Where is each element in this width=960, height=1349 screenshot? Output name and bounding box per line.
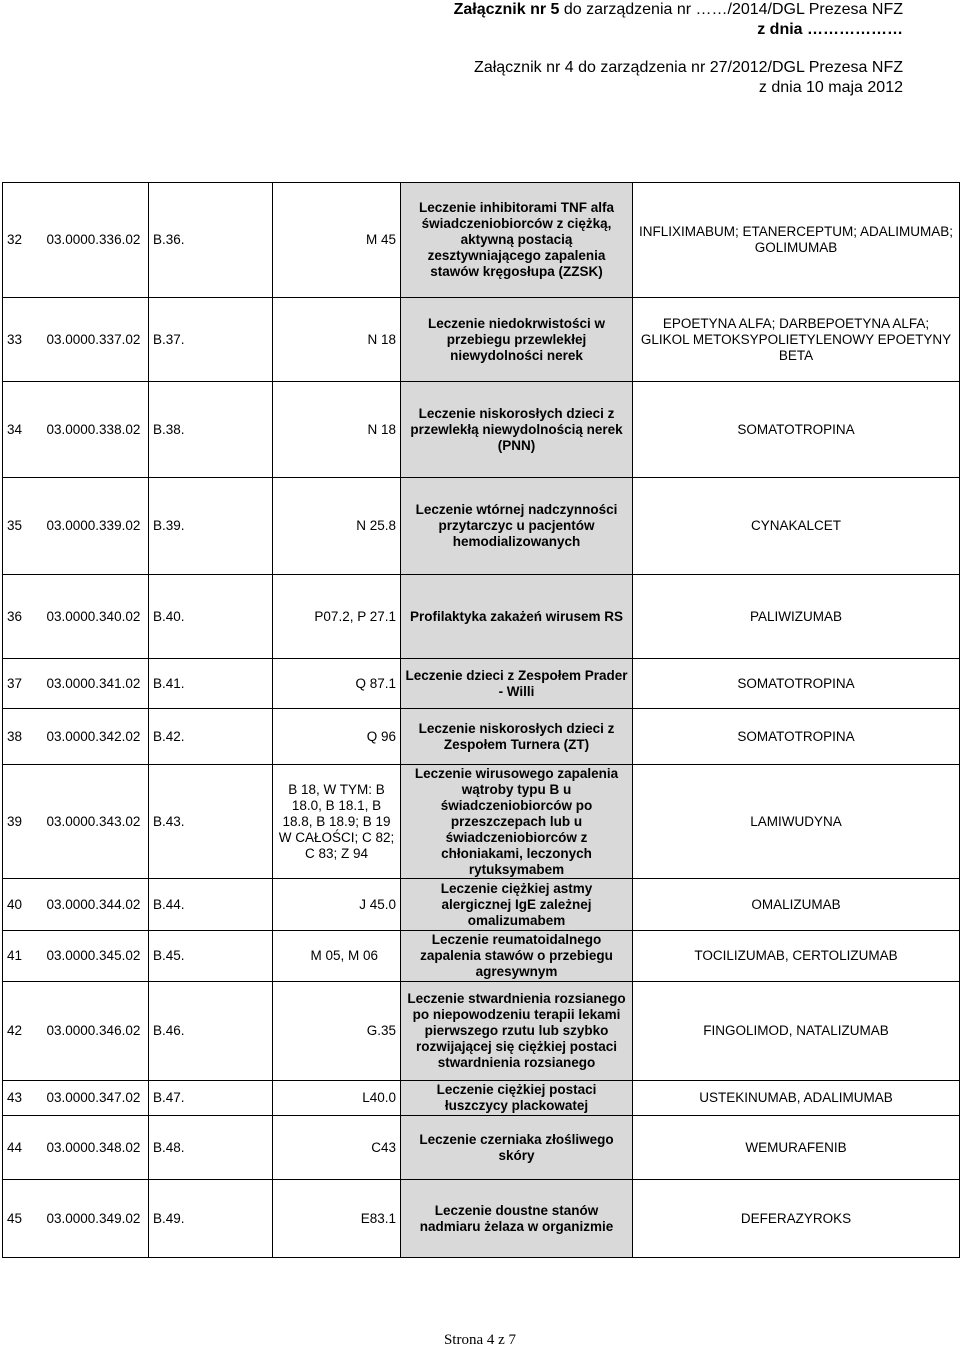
- table-row: [3, 879, 960, 931]
- program-name: Leczenie dzieci z Zespołem Prader - Willi: [401, 659, 633, 709]
- drug-names: SOMATOTROPINA: [633, 709, 960, 765]
- icd-code: L40.0: [273, 1081, 401, 1116]
- drug-names: SOMATOTROPINA: [633, 382, 960, 478]
- table-row: [3, 478, 960, 575]
- program-name: Leczenie stwardnienia rozsianego po niepowodzeniu terapii lekami pierwszego rzutu lub szybko rozwijającej się ciężkiej postaci stwardnienia rozsianego: [401, 982, 633, 1081]
- appendix-ref: B.44.: [149, 879, 273, 931]
- row-number: 35: [3, 478, 43, 575]
- icd-code: Q 96: [273, 709, 401, 765]
- table-row: [3, 298, 960, 382]
- drug-names: LAMIWUDYNA: [633, 765, 960, 879]
- icd-code: M 05, M 06: [273, 931, 401, 982]
- table-row: [3, 1116, 960, 1180]
- program-name: Leczenie czerniaka złośliwego skóry: [401, 1116, 633, 1180]
- table-row: [3, 183, 960, 298]
- procedure-code: 03.0000.346.02: [43, 982, 149, 1081]
- program-name: Leczenie niedokrwistości w przebiegu przewlekłej niewydolności nerek: [401, 298, 633, 382]
- procedure-code: 03.0000.347.02: [43, 1081, 149, 1116]
- drug-names: SOMATOTROPINA: [633, 659, 960, 709]
- program-name: Leczenie wirusowego zapalenia wątroby typu B u świadczeniobiorców po przeszczepach lub u świadczeniobiorców z chłoniakami, leczonych rytuksymabem: [401, 765, 633, 879]
- row-number: 42: [3, 982, 43, 1081]
- procedure-code: 03.0000.338.02: [43, 382, 149, 478]
- row-number: 37: [3, 659, 43, 709]
- row-number: 45: [3, 1180, 43, 1258]
- row-number: 33: [3, 298, 43, 382]
- drug-names: CYNAKALCET: [633, 478, 960, 575]
- row-number: 40: [3, 879, 43, 931]
- procedure-code: 03.0000.340.02: [43, 575, 149, 659]
- drug-names: FINGOLIMOD, NATALIZUMAB: [633, 982, 960, 1081]
- appendix-ref: B.46.: [149, 982, 273, 1081]
- procedure-code: 03.0000.342.02: [43, 709, 149, 765]
- table-row: [3, 765, 960, 879]
- drug-program-table: [2, 182, 960, 1258]
- appendix-ref: B.38.: [149, 382, 273, 478]
- appendix-ref: B.49.: [149, 1180, 273, 1258]
- procedure-code: 03.0000.339.02: [43, 478, 149, 575]
- table-row: [3, 659, 960, 709]
- procedure-code: 03.0000.336.02: [43, 183, 149, 298]
- appendix-ref: B.47.: [149, 1081, 273, 1116]
- attachment-header-line-1: [454, 0, 903, 20]
- procedure-code: 03.0000.348.02: [43, 1116, 149, 1180]
- appendix-ref: B.41.: [149, 659, 273, 709]
- drug-names: USTEKINUMAB, ADALIMUMAB: [633, 1081, 960, 1116]
- appendix-ref: B.39.: [149, 478, 273, 575]
- drug-names: TOCILIZUMAB, CERTOLIZUMAB: [633, 931, 960, 982]
- procedure-code: 03.0000.341.02: [43, 659, 149, 709]
- icd-code: P07.2, P 27.1: [273, 575, 401, 659]
- icd-code: B 18, W TYM: B 18.0, B 18.1, B 18.8, B 18.9; B 19 W CAŁOŚCI; C 82; C 83; Z 94: [273, 765, 401, 879]
- icd-code: C43: [273, 1116, 401, 1180]
- icd-code: J 45.0: [273, 879, 401, 931]
- table-row: [3, 931, 960, 982]
- appendix-ref: B.36.: [149, 183, 273, 298]
- table-row: [3, 382, 960, 478]
- row-number: 34: [3, 382, 43, 478]
- drug-names: DEFERAZYROKS: [633, 1180, 960, 1258]
- previous-attachment-date: z dnia 10 maja 2012: [758, 79, 903, 96]
- program-name: Leczenie doustne stanów nadmiaru żelaza w organizmie: [401, 1180, 633, 1258]
- icd-code: E83.1: [273, 1180, 401, 1258]
- icd-code: N 18: [273, 298, 401, 382]
- program-name: Leczenie wtórnej nadczynności przytarczyc u pacjentów hemodializowanych: [401, 478, 633, 575]
- appendix-ref: B.42.: [149, 709, 273, 765]
- icd-code: G.35: [273, 982, 401, 1081]
- previous-attachment-line: Załącznik nr 4 do zarządzenia nr 27/2012/DGL Prezesa NFZ: [474, 59, 903, 76]
- attachment-date-line: z dnia ………………: [757, 21, 903, 38]
- table-row: [3, 1180, 960, 1258]
- icd-code: N 25.8: [273, 478, 401, 575]
- drug-names: WEMURAFENIB: [633, 1116, 960, 1180]
- program-name: Profilaktyka zakażeń wirusem RS: [401, 575, 633, 659]
- drug-names: INFLIXIMABUM; ETANERCEPTUM; ADALIMUMAB; GOLIMUMAB: [633, 183, 960, 298]
- row-number: 38: [3, 709, 43, 765]
- program-name: Leczenie ciężkiej astmy alergicznej IgE zależnej omalizumabem: [401, 879, 633, 931]
- attachment-number: Załącznik nr 5: [453, 1, 560, 18]
- appendix-ref: B.45.: [149, 931, 273, 982]
- table-row: [3, 1081, 960, 1116]
- drug-names: PALIWIZUMAB: [633, 575, 960, 659]
- icd-code: M 45: [273, 183, 401, 298]
- appendix-ref: B.37.: [149, 298, 273, 382]
- procedure-code: 03.0000.337.02: [43, 298, 149, 382]
- procedure-code: 03.0000.345.02: [43, 931, 149, 982]
- icd-code: Q 87.1: [273, 659, 401, 709]
- procedure-code: 03.0000.343.02: [43, 765, 149, 879]
- appendix-ref: B.48.: [149, 1116, 273, 1180]
- row-number: 32: [3, 183, 43, 298]
- drug-names: EPOETYNA ALFA; DARBEPOETYNA ALFA; GLIKOL METOKSYPOLIETYLENOWY EPOETYNY BETA: [633, 298, 960, 382]
- row-number: 36: [3, 575, 43, 659]
- appendix-ref: B.40.: [149, 575, 273, 659]
- table-row: [3, 575, 960, 659]
- row-number: 44: [3, 1116, 43, 1180]
- program-name: Leczenie inhibitorami TNF alfa świadczeniobiorców z ciężką, aktywną postacią zesztywniającego zapalenia stawów kręgosłupa (ZZSK): [401, 183, 633, 298]
- row-number: 43: [3, 1081, 43, 1116]
- procedure-code: 03.0000.349.02: [43, 1180, 149, 1258]
- drug-names: OMALIZUMAB: [633, 879, 960, 931]
- procedure-code: 03.0000.344.02: [43, 879, 149, 931]
- program-name: Leczenie reumatoidalnego zapalenia stawów o przebiegu agresywnym: [401, 931, 633, 982]
- icd-code: N 18: [273, 382, 401, 478]
- appendix-ref: B.43.: [149, 765, 273, 879]
- program-name: Leczenie niskorosłych dzieci z Zespołem Turnera (ZT): [401, 709, 633, 765]
- table-row: [3, 709, 960, 765]
- row-number: 39: [3, 765, 43, 879]
- row-number: 41: [3, 931, 43, 982]
- table-row: [3, 982, 960, 1081]
- program-name: Leczenie ciężkiej postaci łuszczycy plackowatej: [401, 1081, 633, 1116]
- program-name: Leczenie niskorosłych dzieci z przewlekłą niewydolnością nerek (PNN): [401, 382, 633, 478]
- attachment-header-rest: do zarządzenia nr ……/2014/DGL Prezesa NFZ: [559, 1, 903, 18]
- page-number: Strona 4 z 7: [443, 1332, 517, 1348]
